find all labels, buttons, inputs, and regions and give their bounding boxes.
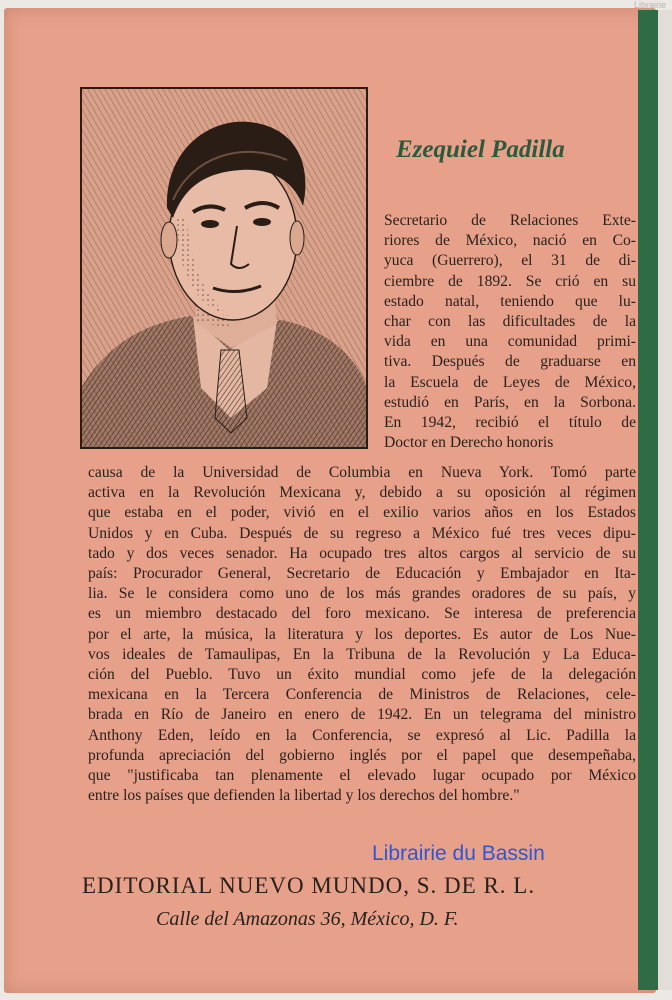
bio-line: entre los países que defienden la libertad y los derechos del hombre." [88,787,520,805]
bio-line: es un miembro destacado del foro mexicano. Se interesa de preferencia [88,605,636,623]
bio-line: En 1942, recibió el título de [384,414,636,432]
bio-line: Secretario de Relaciones Exte- [384,212,636,229]
bio-line: yuca (Guerrero), el 31 de di- [384,252,636,270]
bio-line: mexicana en la Tercera Conferencia de Ministros de Relaciones, cele- [88,686,636,704]
bio-line: que "justificaba tan plenamente el elevado lugar ocupado por México [88,767,636,785]
bio-line: que estaba en el poder, vivió en el exilio varios años en los Estados [88,504,636,522]
bio-line: brada en Río de Janeiro en enero de 1942. En un telegrama del ministro [88,706,636,724]
author-name: Ezequiel Padilla [396,136,565,163]
bio-line: ción del Pueblo. Tuvo un éxito mundial como jefe de la delegación [88,666,636,684]
portrait-engraving [81,88,367,448]
bio-line: estado natal, teniendo que lu- [384,292,636,310]
bio-line: riores de México, nació en Co- [384,232,636,250]
bio-line: la Escuela de Leyes de México, [384,373,636,391]
bio-line: char con las dificultades de la [384,313,636,331]
page-edge [658,10,672,990]
bio-line: Anthony Eden, leído en la Conferencia, se expresó al Lic. Padilla la [88,726,636,744]
publisher-address: Calle del Amazonas 36, México, D. F. [156,908,459,930]
bio-line: tiva. Después de graduarse en [384,353,636,371]
bio-line: profunda apreciación del gobierno inglés por el papel que desempeñaba, [88,746,636,764]
author-portrait [80,87,368,449]
bio-line: Unidos y en Cuba. Después de su regreso a México fué tres veces dipu- [88,524,636,542]
seller-watermark: Librairie du Bassin [372,842,545,865]
publisher-name: EDITORIAL NUEVO MUNDO, S. DE R. L. [82,873,536,898]
bio-line: ciembre de 1892. Se crió en su [384,272,636,290]
bio-line: estudió en París, en la Sorbona. [384,393,636,411]
bio-line: por el arte, la música, la literatura y los deportes. Es autor de Los Nue- [88,625,636,643]
bio-line: activa en la Revolución Mexicana y, debido a su oposición al régimen [88,484,636,502]
bio-line: causa de la Universidad de Columbia en Nueva York. Tomó parte [88,464,636,481]
book-spine [638,10,658,990]
bio-line: país: Procurador General, Secretario de Educación y Embajador en Ita- [88,565,636,583]
bio-line: tado y dos veces senador. Ha ocupado tres altos cargos al servicio de su [88,544,636,562]
bio-text-narrow [384,211,636,453]
bio-line: vida en una comunidad primi- [384,333,636,351]
bio-line: lia. Se le considera como uno de los más grandes oradores de su país, y [88,585,636,603]
corner-sticker: Librairie [633,0,666,10]
bio-line: Doctor en Derecho honoris [384,434,554,452]
bio-line: vos ideales de Tamaulipas, En la Tribuna de la Revolución y La Educa- [88,645,636,663]
bio-text-wide [88,463,636,806]
